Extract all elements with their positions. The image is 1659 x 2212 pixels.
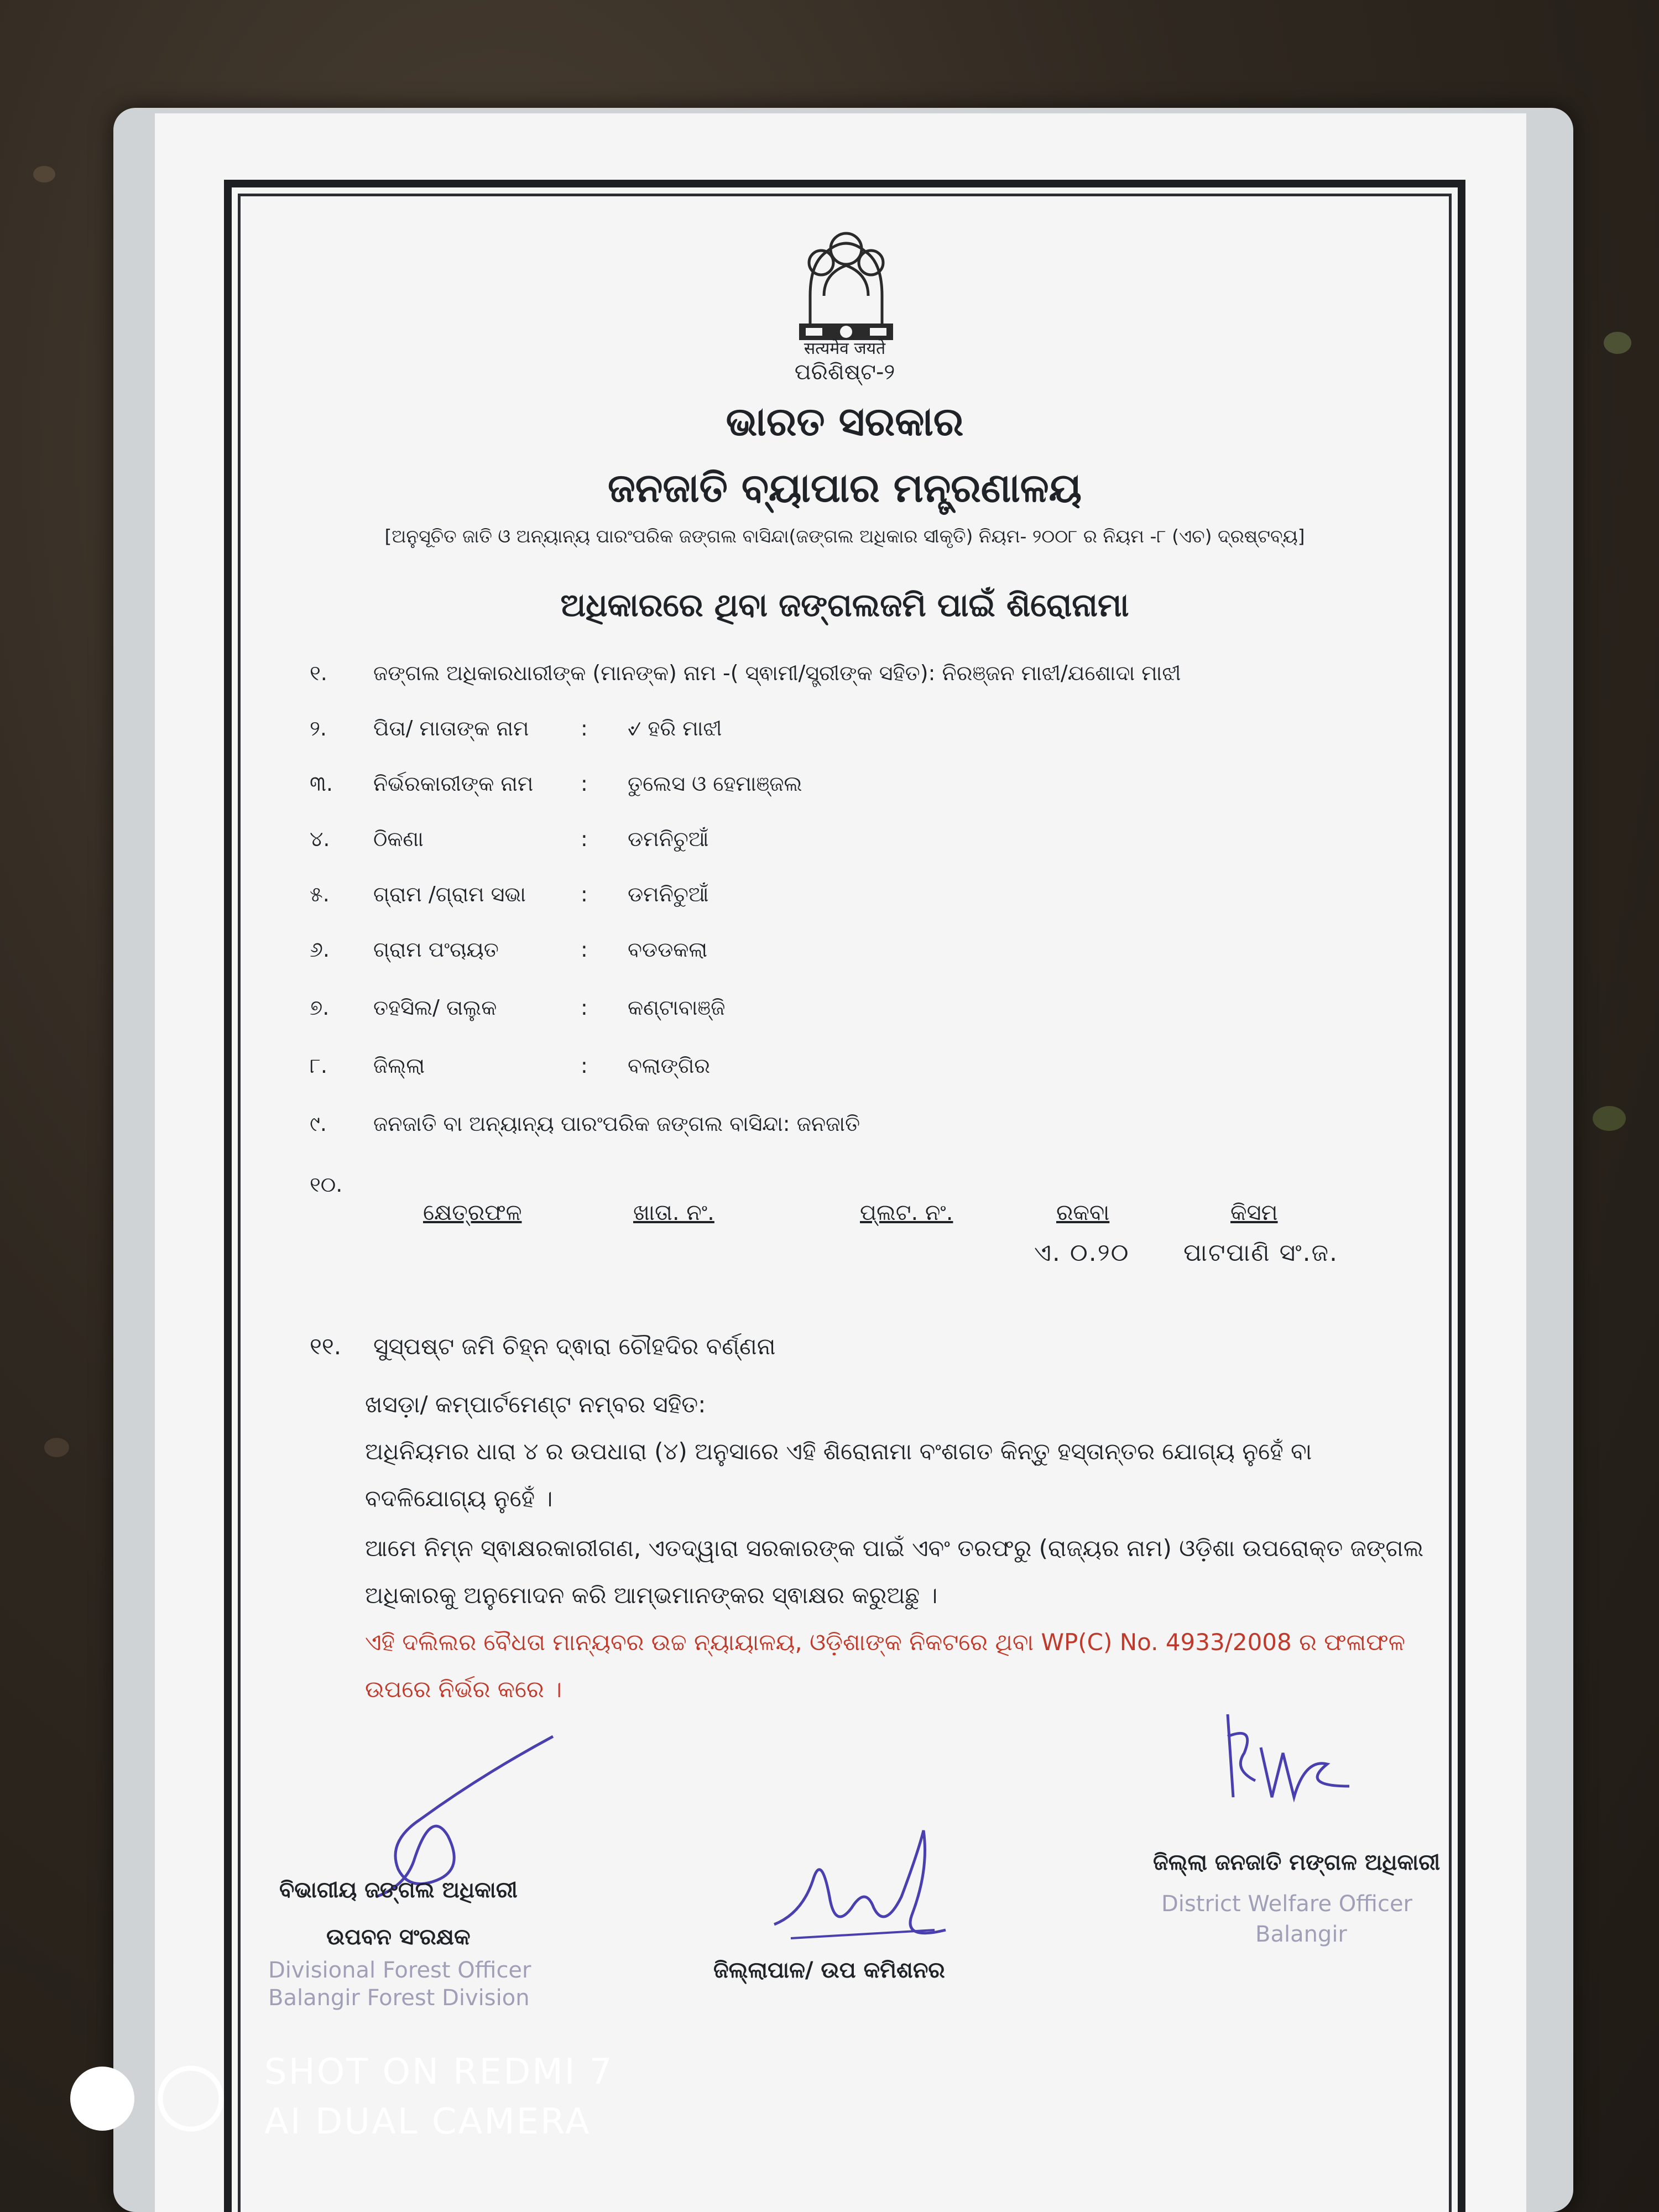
field-colon: :	[581, 716, 588, 740]
field-value: ଡମନିଚୁଆଁ	[628, 827, 709, 851]
field-text: ଜନଜାତି ବା ଅନ୍ୟାନ୍ୟ ପାରଂପରିକ ଜଙ୍ଗଲ ବାସିନ୍ଦା: ଜନଜାତି	[373, 1112, 860, 1136]
field-colon: :	[581, 995, 588, 1020]
government-heading: ଭାରତ ସରକାର	[726, 398, 964, 445]
forest-officer-stamp: Divisional Forest Officer	[268, 1958, 531, 1983]
field-label: ପିତା/ ମାତାଙ୍କ ନାମ	[373, 716, 529, 740]
field-number: ୯.	[310, 1112, 327, 1136]
land-header-plot: ପ୍ଲଟ. ନଂ.	[860, 1200, 953, 1225]
paragraph-line: ଖସଡ଼ା/ କମ୍ପାର୍ଟମେଣ୍ଟ ନମ୍ବର ସହିତ:	[365, 1391, 706, 1418]
validity-note: ଏହି ଦଲିଲର ବୈଧତା ମାନ୍ୟବର ଉଚ୍ଚ ନ୍ୟାୟାଳୟ, ଓଡ଼ିଶାଙ୍କ ନିକଟରେ ଥିବା WP(C) No. 4933/2008 ର ଫଳାଫଳ	[365, 1629, 1405, 1656]
field-value: ଡମନିଚୁଆଁ	[628, 882, 709, 906]
field-row-11	[310, 1333, 776, 1360]
field-value: ବଲାଙ୍ଗିର	[628, 1053, 711, 1078]
field-text: ସୁସ୍ପଷ୍ଟ ଜମି ଚିହ୍ନ ଦ୍ଵାରା ଚୌହଦିର ବର୍ଣ୍ଣନା	[373, 1333, 776, 1360]
validity-note: ଉପରେ ନିର୍ଭର କରେ ।	[365, 1676, 562, 1703]
camera-watermark-icon	[69, 2065, 229, 2132]
collector-title: ଜିଲ୍ଲାପାଳ/ ଉପ କମିଶନର	[713, 1958, 945, 1983]
ground-speck	[1593, 1106, 1626, 1131]
field-text: ଜଙ୍ଗଲ ଅଧିକାରଧାରୀଙ୍କ (ମାନଙ୍କ) ନାମ -( ସ୍ଵାମୀ/ସ୍ତ୍ରୀଙ୍କ ସହିତ): ନିରଞ୍ଜନ ମାଝୀ/ଯଶୋଦା ମାଝୀ	[373, 661, 1181, 685]
collector-signature	[769, 1819, 951, 1952]
field-colon: :	[581, 937, 588, 962]
forest-officer-signature	[354, 1725, 564, 1902]
field-number: ୮.	[310, 1053, 327, 1078]
paragraph-line: ଅଧିକାରକୁ ଅନୁମୋଦନ କରି ଆମ୍ଭମାନଙ୍କର ସ୍ଵାକ୍ଷର କରୁଅଛୁ ।	[365, 1582, 938, 1609]
field-number: ୧.	[310, 661, 327, 685]
field-number: ୫.	[310, 882, 330, 906]
ground-speck	[1604, 332, 1631, 354]
field-number: ୪.	[310, 827, 330, 851]
field-number: ୬.	[310, 937, 330, 962]
land-header-rakaba: ରକବା	[1056, 1200, 1110, 1225]
welfare-officer-signature	[1211, 1703, 1355, 1814]
paragraph-line: ଅଧିନିୟମର ଧାରା ୪ ର ଉପଧାରା (୪) ଅନୁସାରେ ଏହି ଶିରୋନାମା ବଂଶଗତ କିନ୍ତୁ ହସ୍ତାନ୍ତର ଯୋଗ୍ୟ ନୁହେଁ ବା	[365, 1438, 1312, 1465]
field-label: ଗ୍ରାମ /ଗ୍ରାମ ସଭା	[373, 882, 526, 906]
emblem-motto: सत्यमेव जयते	[804, 339, 886, 358]
ground-speck	[44, 1438, 69, 1457]
forest-officer-stamp: Balangir Forest Division	[268, 1985, 530, 2011]
land-value-kisam: ପାଟପାଣି ସଂ.ଜ.	[1183, 1239, 1339, 1267]
paragraph-line: ବଦଳିଯୋଗ୍ୟ ନୁହେଁ ।	[365, 1485, 553, 1512]
field-row-10	[310, 1172, 373, 1197]
field-label: ଗ୍ରାମ ପଂଚାୟତ	[373, 937, 499, 962]
field-value: କଣ୍ଟାବାଞ୍ଜି	[628, 995, 726, 1020]
field-label: ଜିଲ୍ଲା	[373, 1053, 425, 1078]
field-label: ନିର୍ଭରକାରୀଙ୍କ ନାମ	[373, 771, 534, 796]
field-value: ବଡଡକଲା	[628, 937, 708, 962]
ground-speck	[33, 166, 55, 182]
rule-reference-note: [ଅନୁସୂଚିତ ଜାତି ଓ ଅନ୍ୟାନ୍ୟ ପାରଂପରିକ ଜଙ୍ଗଲ ବାସିନ୍ଦା(ଜଙ୍ଗଲ ଅଧିକାର ସୀକୃତି) ନିୟମ- ୨୦୦୮ ର ନିୟମ -୮ (ଏଚ) ଦ୍ରଷ୍ଟବ୍ୟ]	[384, 525, 1305, 547]
land-header-area: କ୍ଷେତ୍ରଫଳ	[423, 1200, 522, 1225]
welfare-officer-stamp: District Welfare Officer	[1161, 1891, 1413, 1917]
watermark-line-1: SHOT ON REDMI 7	[264, 2052, 614, 2093]
field-colon: :	[581, 771, 588, 796]
field-number: ୨.	[310, 716, 327, 740]
welfare-officer-title: ଜିଲ୍ଲା ଜନଜାତି ମଙ୍ଗଳ ଅଧିକାରୀ	[1153, 1850, 1441, 1875]
field-value: ତୁଲେସ ଓ ହେମାଞ୍ଜଲ	[628, 771, 802, 796]
land-header-khata: ଖାତା. ନଂ.	[633, 1200, 714, 1225]
watermark-line-2: AI DUAL CAMERA	[264, 2101, 591, 2142]
paragraph-line: ଆମେ ନିମ୍ନ ସ୍ଵାକ୍ଷରକାରୀଗଣ, ଏତଦ୍ୱାରା ସରକାରଙ୍କ ପାଇଁ ଏବଂ ତରଫରୁ (ରାଜ୍ୟର ନାମ) ଓଡ଼ିଶା ଉପରୋକ୍ତ ଜଙ୍ଗଲ	[365, 1535, 1424, 1562]
ministry-heading: ଜନଜାତି ବ୍ୟାପାର ମନ୍ତ୍ରଣାଳୟ	[607, 465, 1082, 511]
land-value-rakaba: ଏ. ୦.୨୦	[1034, 1239, 1130, 1267]
field-row-9	[310, 1112, 860, 1136]
field-colon: :	[581, 827, 588, 851]
forest-officer-title: ବିଭାଗୀୟ ଜଙ୍ଗଲ ଅଧିକାରୀ	[279, 1877, 518, 1903]
document-title: ଅଧିକାରରେ ଥିବା ଜଙ୍ଗଲଜମି ପାଇଁ ଶିରୋନାମା	[560, 586, 1129, 624]
field-colon: :	[581, 1053, 588, 1078]
field-number: ୧୧.	[310, 1333, 342, 1360]
forest-officer-subtitle: ଉପବନ ସଂରକ୍ଷକ	[326, 1924, 471, 1950]
national-emblem-icon	[771, 213, 921, 351]
field-row-1	[310, 661, 1181, 686]
land-header-kisam: କିସମ	[1230, 1200, 1278, 1225]
field-colon: :	[581, 882, 588, 906]
field-number: ୩.	[310, 771, 333, 796]
welfare-officer-stamp: Balangir	[1255, 1922, 1347, 1947]
appendix-label: ପରିଶିଷ୍ଟ-୨	[794, 359, 895, 385]
field-number: ୭.	[310, 995, 330, 1020]
field-value: ୰ ହରି ମାଝୀ	[628, 716, 722, 740]
field-label: ତହସିଲ/ ତାଲୁକ	[373, 995, 497, 1020]
field-number: ୧୦.	[310, 1172, 343, 1197]
field-label: ଠିକଣା	[373, 827, 424, 851]
